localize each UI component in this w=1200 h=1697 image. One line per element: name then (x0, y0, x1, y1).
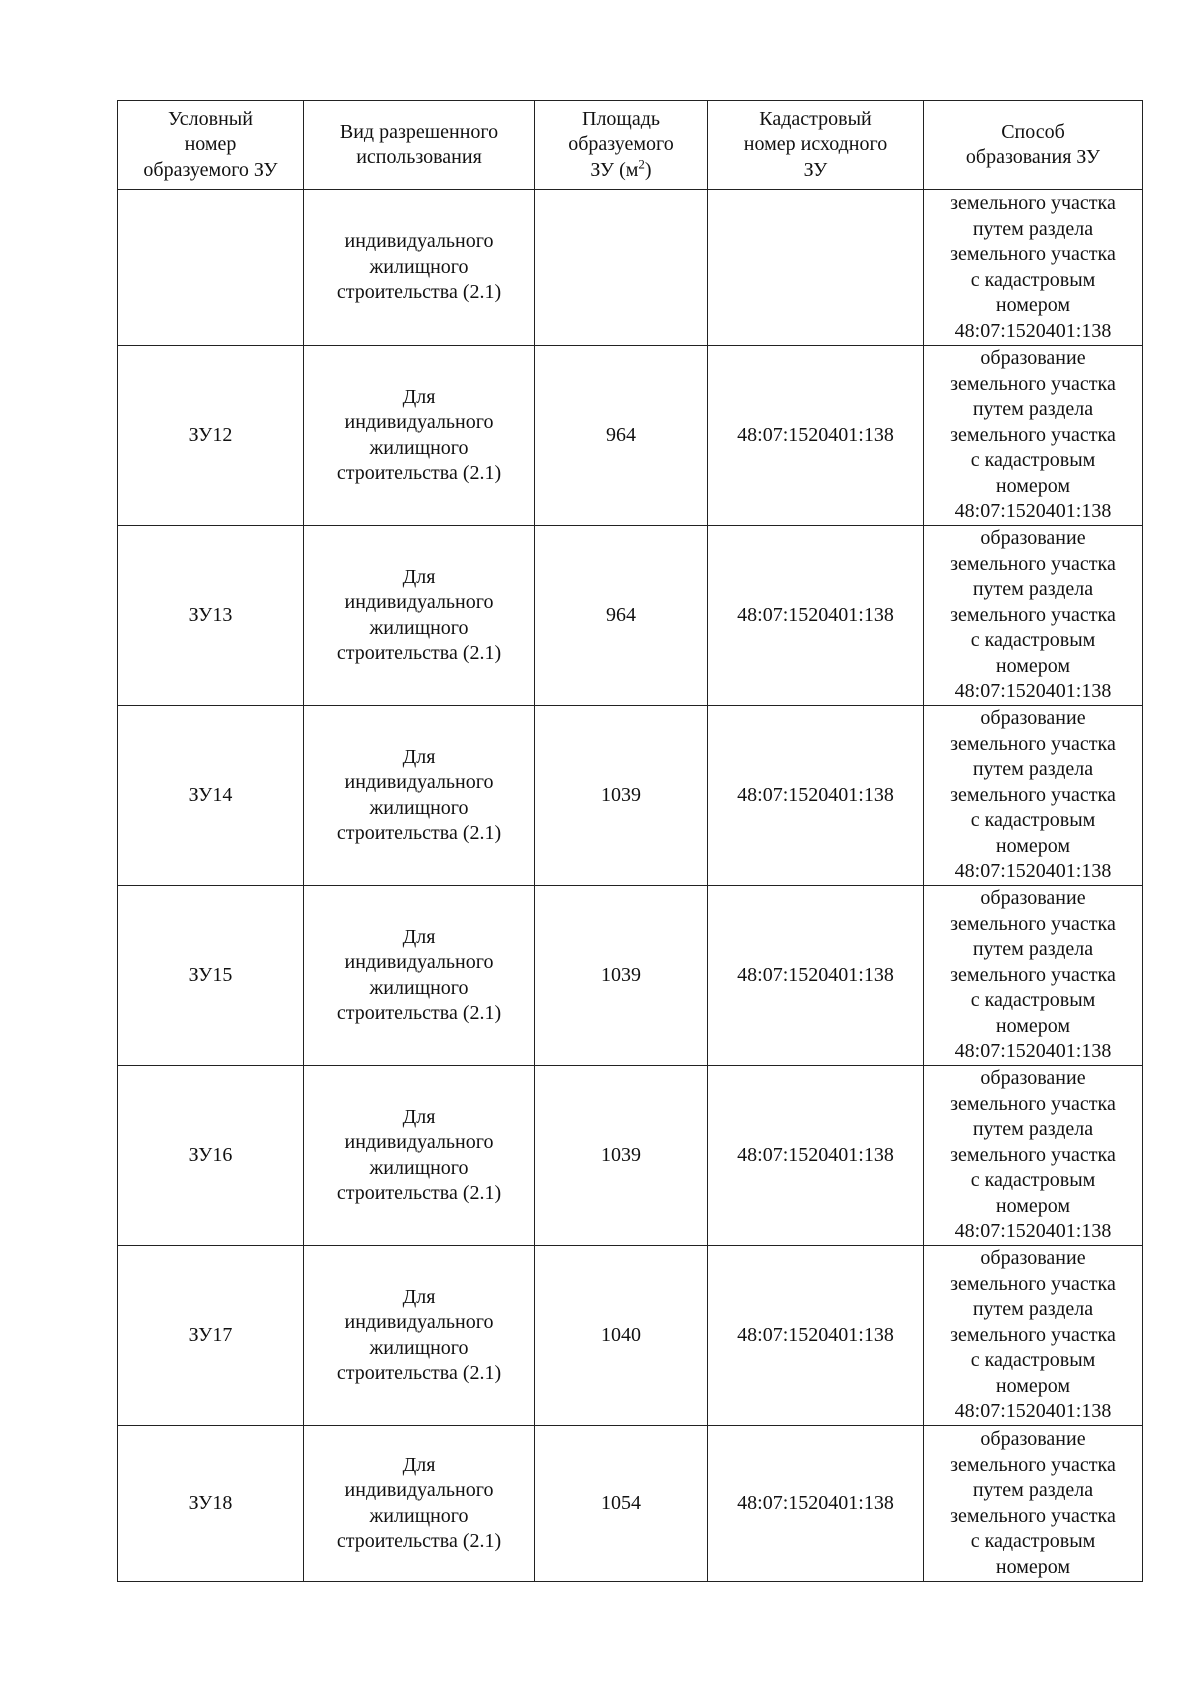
cell-conditional-number: ЗУ13 (118, 526, 304, 706)
cell-cadastral-number: 48:07:1520401:138 (708, 706, 924, 886)
cell-permitted-use: индивидуального жилищного строительства (2.1) (304, 190, 535, 346)
cell-formation-method: земельного участка путем раздела земельного участка с кадастровым номером 48:07:1520401:138 (924, 190, 1143, 346)
cell-permitted-use: Для индивидуального жилищного строительства (2.1) (304, 346, 535, 526)
cell-formation-method: образование земельного участка путем раздела земельного участка с кадастровым номером 48:07:1520401:138 (924, 1066, 1143, 1246)
table-row (118, 706, 1143, 886)
cell-area: 964 (535, 346, 708, 526)
cell-conditional-number: ЗУ16 (118, 1066, 304, 1246)
table-header (118, 101, 1143, 190)
cell-formation-method: образование земельного участка путем раздела земельного участка с кадастровым номером 48:07:1520401:138 (924, 706, 1143, 886)
header-formation-method: Способ образования ЗУ (924, 101, 1143, 190)
cell-permitted-use: Для индивидуального жилищного строительства (2.1) (304, 706, 535, 886)
table-row (118, 886, 1143, 1066)
table-row-continuation (118, 190, 1143, 346)
cell-formation-method: образование земельного участка путем раздела земельного участка с кадастровым номером (924, 1426, 1143, 1582)
land-plots-table (117, 100, 1143, 1582)
cell-cadastral-number: 48:07:1520401:138 (708, 1246, 924, 1426)
cell-conditional-number: ЗУ15 (118, 886, 304, 1066)
cell-cadastral-number: 48:07:1520401:138 (708, 1426, 924, 1582)
cell-area: 964 (535, 526, 708, 706)
cell-conditional-number: ЗУ17 (118, 1246, 304, 1426)
header-conditional-number: Условный номер образуемого ЗУ (118, 101, 304, 190)
cell-cadastral-number: 48:07:1520401:138 (708, 346, 924, 526)
cell-permitted-use: Для индивидуального жилищного строительства (2.1) (304, 526, 535, 706)
table-row (118, 526, 1143, 706)
cell-formation-method: образование земельного участка путем раздела земельного участка с кадастровым номером 48:07:1520401:138 (924, 526, 1143, 706)
table-body (118, 190, 1143, 1582)
cell-conditional-number: ЗУ18 (118, 1426, 304, 1582)
cell-formation-method: образование земельного участка путем раздела земельного участка с кадастровым номером 48:07:1520401:138 (924, 1246, 1143, 1426)
cell-permitted-use: Для индивидуального жилищного строительства (2.1) (304, 886, 535, 1066)
cell-formation-method: образование земельного участка путем раздела земельного участка с кадастровым номером 48:07:1520401:138 (924, 886, 1143, 1066)
table-row (118, 346, 1143, 526)
header-area: Площадь образуемого ЗУ $(м^2)$ (535, 101, 708, 190)
cell-cadastral-number: 48:07:1520401:138 (708, 886, 924, 1066)
cell-permitted-use: Для индивидуального жилищного строительства (2.1) (304, 1066, 535, 1246)
header-area-unit: ЗУ $(м^2)$ (590, 156, 652, 181)
table-row (118, 1426, 1143, 1582)
cell-conditional-number: ЗУ14 (118, 706, 304, 886)
table-row (118, 1066, 1143, 1246)
cell-cadastral-number: 48:07:1520401:138 (708, 1066, 924, 1246)
cell-permitted-use: Для индивидуального жилищного строительства (2.1) (304, 1426, 535, 1582)
table-row (118, 1246, 1143, 1426)
cell-conditional-number: ЗУ12 (118, 346, 304, 526)
cell-area (535, 190, 708, 346)
cell-area: 1054 (535, 1426, 708, 1582)
cell-cadastral-number: 48:07:1520401:138 (708, 526, 924, 706)
cell-cadastral-number (708, 190, 924, 346)
header-source-cadastral-number: Кадастровый номер исходного ЗУ (708, 101, 924, 190)
header-permitted-use: Вид разрешенного использования (304, 101, 535, 190)
cell-area: 1039 (535, 706, 708, 886)
cell-conditional-number (118, 190, 304, 346)
cell-permitted-use: Для индивидуального жилищного строительства (2.1) (304, 1246, 535, 1426)
cell-formation-method: образование земельного участка путем раздела земельного участка с кадастровым номером 48:07:1520401:138 (924, 346, 1143, 526)
cell-area: 1039 (535, 886, 708, 1066)
cell-area: 1040 (535, 1246, 708, 1426)
cell-area: 1039 (535, 1066, 708, 1246)
